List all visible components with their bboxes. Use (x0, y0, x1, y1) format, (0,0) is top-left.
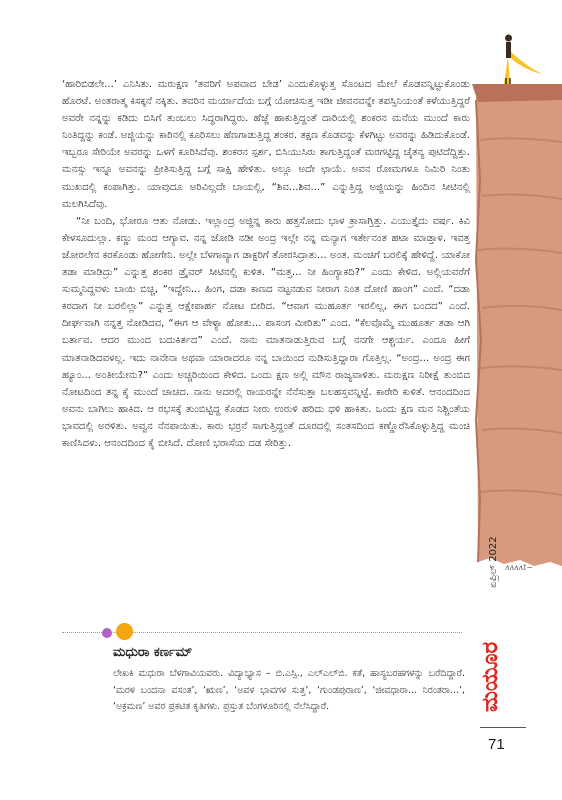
page-number: 71 (488, 736, 505, 753)
standing-woman-figure (504, 35, 542, 85)
magazine-logo: ಮಯೂರ (478, 641, 503, 712)
cliff-ledge (472, 84, 562, 102)
illustrator-signature: ʌʌʌʌt~ (505, 563, 533, 572)
purple-dot-ornament (102, 628, 112, 638)
issue-date: ಏಪ್ರಿಲ್ 2022 (488, 536, 499, 588)
story-body (62, 76, 470, 452)
story-paragraph: “ನೀ ಬಂದಿ, ಭೋರೂ ಆತು ನೋಡು. ಇಲ್ಲಾಂದ್ರ ಅಜ್ಜಿನ್ನ ಕಾರು ಹತ್ತಸೋದು ಭಾಳ ತ್ರಾಸಾಗ್ತಿತ್ತು. ಎಯುತ್ತೈದು ವರ್ಷ. ಕಿವಿ ಕೇಳಸೂದುಲ್ಲಾ. ಕಣ್ಣು ಮಂದ ಆಗ್ಯಾವ. ನನ್ನ ಜೋಡಿ ನಡೀ ಅಂದ್ರ ಇಲ್ಲೇ ನನ್ನ ಮನ್ಯಾಗ ಇರ್ತೇನಂತ ಹಟಾ ಮಾಡ್ತಾಳ. ಇವತ್ತ ಜೋರಲೇನ ಕರಕೊಂಡು ಹೋಗೇನಿ. ಅಲ್ಲೇ ಬೆಳಗಾವ್ಯಾಗ ಡಾಕ್ಟರಿಗೆ ತೋರಸಿದ್ರಾತು... ಅಂತ. ಮಂಚಿಗೆ ಬರಲಿಕ್ಕೆ ಹೇಳಿದ್ದೆ. ಯಾಕೋ ತಡಾ ಮಾಡಿದ್ರು” ಎನ್ನುತ್ತ ಶಂಕರ ಡ್ರೈವರ್ ಸೀಟಿನಲ್ಲಿ ಕುಳಿತ. “ಮತ್ತ... ನೀ ಹಿಂಗ್ಯಾಕದಿ?” ಎಂದು ಕೇಳಿದ. ಅಲ್ಲಿಯವರೆಗೆ ಸುಮ್ಮನಿದ್ದವಳು ಬಾಯಿ ಬಿಚ್ಚಿ, “ಇದ್ದೇನಿ... ಹಿಂಗ, ದಡಾ ಕಾಣದ ನಟ್ಟನಡುವ ನೀರಾಗ ನಿಂತ ದೋಣಿ ಹಾಂಗ” ಎಂದೆ. “ದಡಾ ಕರದಾಗ ನೀ ಬರಲಿಲ್ಲಾ” ಎನ್ನುತ್ತ ಆಕ್ಷೇಪಾರ್ಹ ನೋಟ ಬೀರಿದ. “ಆವಾಗ ಮುಹೂರ್ತ ಇರಲಿಲ್ಲ, ಈಗ ಬಂದದ” ಎಂದೆ. ದೀರ್ಘವಾಗಿ ನನ್ನತ್ತ ನೋಡಿದವ, “ಈಗ ಆ ವೇಳ್ಯಾ ಹೋತು... ಪಾಸಂಗ ಮೀರಿತು” ಎಂದ. “ಕೆಲವೊಮ್ಮೆ ಮುಹೂರ್ತ ತಡಾ ಆಗಿ ಬರ್ತಾವ. ಆದರ ಮುಂದ ಬದುಕಿರ್ತದ” ಎಂದೆ. ನಾನು ಮಾತನಾಡುತ್ತಿರುವ ಬಗ್ಗೆ ನನಗೇ ಆಶ್ಚರ್ಯ. ಎಂದೂ ಹೀಗೆ ಮಾತನಾಡಿದವಳಲ್ಲ. ಇದು ನಾನೇನಾ ಅಥವಾ ಯಾರಾದರೂ ನನ್ನ ಬಾಯಿಂದ ನುಡಿಸುತ್ತಿದ್ದಾರಾ ಗೊತ್ತಿಲ್ಲ. “ಅಂದ್ರ... ಅಂದ್ರ ಈಗ ಹ್ಯೂಂ... ಅಂತೀಯೇನು?” ಎಂದು ಅಚ್ಚರಿಯಿಂದ ಕೇಳಿದ. ಒಂದು ಕ್ಷಣ ಅಲ್ಲಿ ಮೌನ ರಾಜ್ಯವಾಳಿತು. ಮರುಕ್ಷಣ ನಿರೀಕ್ಷೆ ತುಂಬಿದ ನೋಟದಿಂದ ತನ್ನ ಕೈ ಮುಂದೆ ಚಾಚಿದ. ನಾನು ಅದರಲ್ಲಿ ರಾಯರನ್ನೇ ನೆನೆಸುತ್ತಾ ಬಲಹಸ್ತವನ್ನಿಟ್ಟೆ. ಕಾರೇರಿ ಕುಳಿತೆ. ಆನಂದದಿಂದ ಅವನು ಬಾಗಿಲು ಹಾಕಿದ. ಆ ರಭಸಕ್ಕೆ ತುಂಬಿಟ್ಟಿದ್ದ ಕೊಡದ ನೀರು ಉರುಳಿ ಹರಿದು ಧಳಿ ಹಾಕಿತು. ಒಂದು ಕ್ಷಣ ಮನ ನಿಶ್ಚಿಂತೆಯ ಭಾವದಲ್ಲಿ ಅರಳಿತು. ಅವ್ವನ ನೆನಪಾಯಿತು. ಕಾರು ಭರ್ರನೆ ಸಾಗುತ್ತಿದ್ದಂತೆ ದೂರದಲ್ಲಿ ಸಂತಸದಿಂದ ಕಣ್ಣೊರೆಸಿಕೊಳ್ಳುತ್ತಿದ್ದ ಮಂಚಿ ಕಾಣಿಸಿದಳು. ಆನಂದದಿಂದ ಕೈ ಬೀಸಿದೆ. ದೋಣಿ ಭರಾಸೆಯ ದಡ ಸೇರಿತ್ತು. (62, 215, 470, 449)
orange-dot-ornament (116, 623, 133, 640)
sidebar-divider (480, 727, 526, 728)
author-bio: ಲೇಖಕಿ ಮಧುರಾ ಬೆಳಗಾವಿಯವರು. ವಿದ್ಯಾಭ್ಯಾಸ – ಬಿ.ಎಸ್ಸಿ., ಎಲ್‌ಎಲ್‌ಬಿ. ಕತೆ, ಹಾಸ್ಯಬರಹಗಳನ್ನು ಬರೆದಿದ್ದಾರೆ. ‘ಮರಳಿ ಬಂದನಾ ವಸಂತ’, ‘ಋಣ’, ‘ಅವಳ ಭಾವಗಳ ಸುತ್ತ’, ‘ಗುಂಡಪುರಾಣ’, ‘ಜೀವಧಾರಾ... ನಿರಂತರಾ...’, ‘ಅಕ್ರಮಣ’ ಅವರ ಪ್ರಕಟಿತ ಕೃತಿಗಳು. ಪ್ರಸ್ತುತ ಬೆಂಗಳೂರಿನಲ್ಲಿ ನೆಲೆಸಿದ್ದಾರೆ. (113, 668, 465, 712)
author-name: ಮಧುರಾ ಕರ್ಣಮ್ (113, 645, 193, 660)
story-paragraph: ‘ಹಾರಿಬಿಡಲೇ...’ ಎನಿಸಿತು. ಮರುಕ್ಷಣ ‘ತವರಿಗೆ ಅಪವಾದ ಬೇಡ’ ಎಂದುಕೊಳ್ಳುತ್ತ ಸೊಂಟದ ಮೇಲೆ ಕೊಡವನ್ನಿಟ್ಟುಕೊಂಡು ಹೊರಟೆ. ಅಂತರಾತ್ಮ ಕಿಸಕ್ಕನೆ ನಕ್ಕಿತು. ತವರಿನ ಮರ್ಯಾದೆಯ ಬಗ್ಗೆ ಯೋಚಿಸುತ್ತ ಇಡೀ ಜೀವನವನ್ನೇ ತಪಸ್ಸಿನಿಯಂತೆ ಕಳೆಯುತ್ತಿದ್ದರೆ ಅವರೇ ನನ್ನನ್ನು ಕಡಿದು ಬಿಸಿಗೆ ತುಂಬಲು ಸಿದ್ಧರಾಗಿದ್ದರು. ಹೆಜ್ಜೆ ಹಾಕುತ್ತಿದ್ದಂತೆ ದಾರಿಯಲ್ಲಿ ಶಂಕರನ ಮನೆಯ ಮುಂದೆ ಕಾರು ನಿಂತಿದ್ದನ್ನು ಕಂಡೆ. ಅಜ್ಜಿಯನ್ನು ಕಾರಿನಲ್ಲಿ ಕೂರಿಸಲು ಹೆಣಗಾಡುತ್ತಿದ್ದ ಶಂಕರ. ತಕ್ಷಣ ಕೊಡವನ್ನು ಕೆಳಗಿಟ್ಟು ಅವರನ್ನು ಹಿಡಿದುಕೊಂಡೆ. ಇಬ್ಬರೂ ಸೇರಿಯೇ ಅವರನ್ನು ಒಳಗೆ ಕೂರಿಸಿದೆವು. ಶಂಕರನ ಸ್ಪರ್ಶ, ಬಿಸಿಯುಸಿರು ತಾಗುತ್ತಿದ್ದಂತೆ ಮರಗಟ್ಟಿದ್ದ ಚೈತನ್ಯ ಪುಟಿದೆದ್ದಿತ್ತು. ಮನಸ್ಸು ಇನ್ನೂ ಅವನನ್ನು ಪ್ರೀತಿಸುತ್ತಿದ್ದ ಬಗ್ಗೆ ಸಾಕ್ಷಿ ಹೇಳಿತು. ಅಲ್ಲೂ ಅದೇ ಛಾಯೆ. ಅವನ ರೋಮಗಳೂ ನಿಮಿರಿ ನಿಂತು ಮುಖದಲ್ಲಿ ಕಂಪಾಗಿತ್ತು. ಯಾವುದೂ ಅರಿವಿಲ್ಲದೇ ಬಾಯಲ್ಲಿ, “ಶಿವ...ಶಿವ...” ಎನ್ನುತ್ತಿದ್ದ ಅಜ್ಜಿಯನ್ನು ಹಿಂದಿನ ಸೀಟಿನಲ್ಲಿ ಮಲಗಿಸಿದೆವು. (62, 79, 470, 210)
cliff-body (476, 96, 562, 566)
